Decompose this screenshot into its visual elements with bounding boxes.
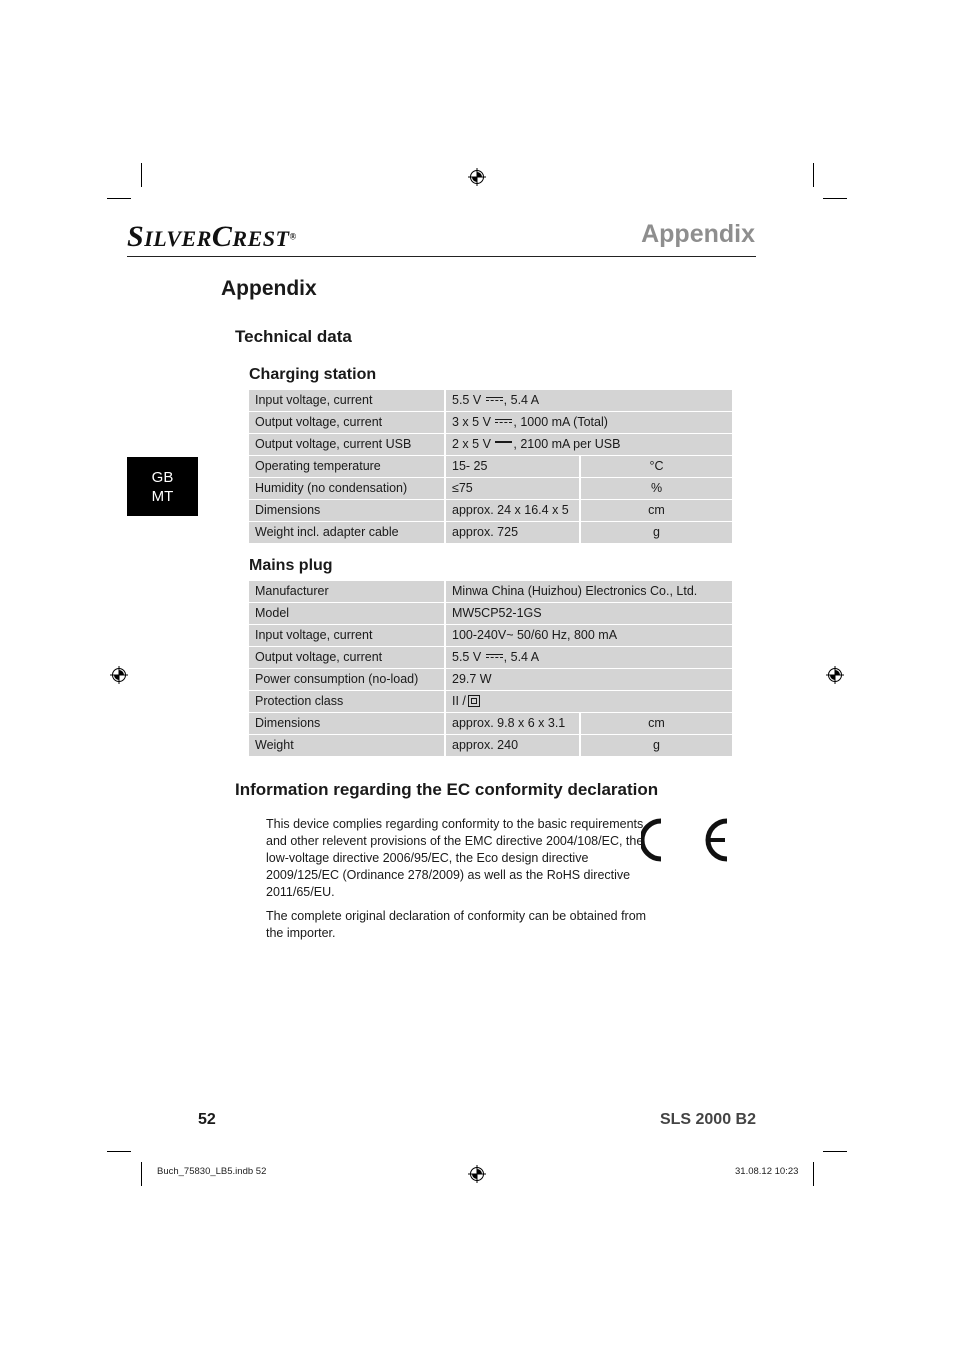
mains-plug-table — [249, 581, 732, 757]
table-row — [249, 735, 732, 756]
language-code: MT — [151, 488, 174, 505]
table-row — [249, 434, 732, 455]
row-label: Manufacturer — [249, 581, 444, 602]
crop-mark — [813, 1162, 814, 1186]
row-value: 2 x 5 V , 2100 mA per USB — [446, 434, 732, 455]
print-slug-datetime: 31.08.12 10:23 — [735, 1166, 799, 1177]
charging-station-table — [249, 390, 732, 544]
table-row — [249, 456, 732, 477]
row-label: Output voltage, current — [249, 412, 444, 433]
row-value: 29.7 W — [446, 669, 732, 690]
technical-data-heading: Technical data — [235, 327, 352, 346]
page-number: 52 — [198, 1111, 216, 1128]
ec-conformity-heading: Information regarding the EC conformity declaration — [235, 780, 659, 799]
brand-logo: SILVERCREST® — [127, 220, 297, 253]
table-row — [249, 390, 732, 411]
crop-mark — [823, 198, 847, 199]
direct-current-icon — [495, 441, 512, 447]
registration-mark-icon — [468, 168, 486, 186]
row-label: Dimensions — [249, 713, 444, 734]
crop-mark — [107, 198, 131, 199]
row-label: Input voltage, current — [249, 625, 444, 646]
row-label: Operating temperature — [249, 456, 444, 477]
row-value: approx. 725 — [446, 522, 579, 543]
direct-current-icon — [486, 397, 503, 402]
table-row — [249, 603, 732, 624]
crop-mark — [141, 1162, 142, 1186]
row-label: Protection class — [249, 691, 444, 712]
direct-current-icon — [495, 419, 512, 424]
direct-current-icon — [486, 654, 503, 659]
crop-mark — [107, 1151, 131, 1152]
row-label: Model — [249, 603, 444, 624]
table-row — [249, 647, 732, 668]
row-label: Power consumption (no-load) — [249, 669, 444, 690]
table-row — [249, 500, 732, 521]
row-value: MW5CP52-1GS — [446, 603, 732, 624]
registration-mark-icon — [110, 666, 128, 684]
model-label: SLS 2000 B2 — [659, 1111, 756, 1128]
row-label: Humidity (no condensation) — [249, 478, 444, 499]
row-label: Input voltage, current — [249, 390, 444, 411]
registration-mark-icon — [468, 1165, 486, 1183]
language-tab — [127, 457, 198, 516]
registration-mark-icon — [826, 666, 844, 684]
row-unit: cm — [581, 500, 732, 521]
row-label: Output voltage, current — [249, 647, 444, 668]
table-row — [249, 478, 732, 499]
row-value: Minwa China (Huizhou) Electronics Co., Ltd. — [446, 581, 732, 602]
row-unit: g — [581, 735, 732, 756]
table-row — [249, 581, 732, 602]
table-row — [249, 713, 732, 734]
header-rule — [127, 256, 756, 257]
print-slug-file: Buch_75830_LB5.indb 52 — [157, 1166, 267, 1177]
page-heading: Appendix — [221, 277, 317, 300]
row-unit: cm — [581, 713, 732, 734]
row-label: Output voltage, current USB — [249, 434, 444, 455]
table-row — [249, 412, 732, 433]
row-value: approx. 9.8 x 6 x 3.1 — [446, 713, 579, 734]
row-value: 15- 25 — [446, 456, 579, 477]
row-value: 5.5 V , 5.4 A — [446, 390, 732, 411]
row-unit: g — [581, 522, 732, 543]
row-value: approx. 24 x 16.4 x 5 — [446, 500, 579, 521]
table-row — [249, 625, 732, 646]
table-row — [249, 669, 732, 690]
row-label: Weight — [249, 735, 444, 756]
row-value: 100-240V~ 50/60 Hz, 800 mA — [446, 625, 732, 646]
language-code: GB — [151, 469, 174, 486]
ec-conformity-paragraph: This device complies regarding conformity to the basic requirements and other relevent provisions of the EMC directive 2004/108/EC, the low-voltage directive 2006/95/EC, the Eco design directive 2009/125/EC (Ordinance 278/2009) as well as the RoHS directive 2011/65/EU. — [266, 817, 644, 899]
row-value: 3 x 5 V , 1000 mA (Total) — [446, 412, 732, 433]
mains-plug-heading: Mains plug — [249, 557, 333, 574]
crop-mark — [823, 1151, 847, 1152]
protection-class-2-icon — [468, 695, 480, 707]
row-unit: °C — [581, 456, 732, 477]
row-label: Weight incl. adapter cable — [249, 522, 444, 543]
ec-conformity-paragraph: The complete original declaration of conformity can be obtained from the importer. — [266, 909, 647, 940]
row-value: 5.5 V , 5.4 A — [446, 647, 732, 668]
row-value: approx. 240 — [446, 735, 579, 756]
crop-mark — [813, 163, 814, 187]
ce-mark-icon — [641, 818, 731, 862]
table-row — [249, 691, 732, 712]
table-row — [249, 522, 732, 543]
row-value: ≤75 — [446, 478, 579, 499]
row-value: II / — [446, 691, 732, 712]
crop-mark — [141, 163, 142, 187]
row-unit: % — [581, 478, 732, 499]
row-label: Dimensions — [249, 500, 444, 521]
header-title: Appendix — [641, 220, 755, 248]
charging-station-heading: Charging station — [249, 366, 377, 383]
